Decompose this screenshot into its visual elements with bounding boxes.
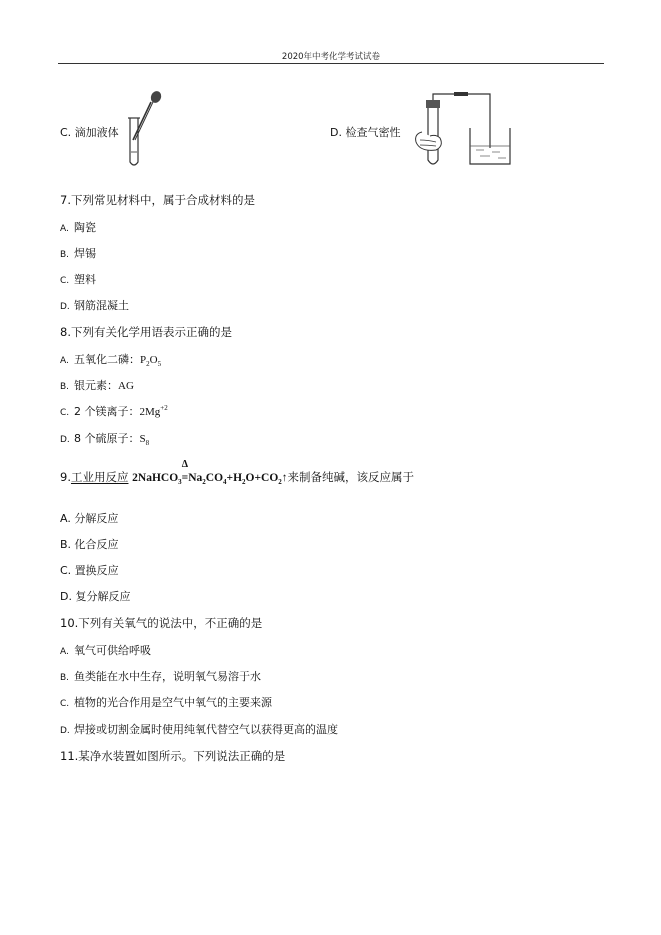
figure-d-letter: D. — [330, 126, 342, 139]
q10-option-b — [60, 668, 261, 684]
option-text: 鱼类能在水中生存，说明氧气易溶于水 — [74, 670, 261, 683]
option-letter: C. — [60, 699, 70, 709]
heat-sign: Δ = — [181, 459, 189, 484]
q8-option-c — [60, 403, 168, 419]
q7-option-d — [60, 297, 129, 313]
formula: AG — [118, 380, 134, 392]
gas-arrow: ↑ — [281, 472, 288, 484]
q8-stem: 8.下列有关化学用语表示正确的是 — [60, 325, 232, 339]
q9-option-a — [60, 510, 118, 526]
option-text: 复分解反应 — [75, 590, 131, 603]
q10-option-c — [60, 694, 272, 710]
option-text: 银元素： — [74, 379, 118, 392]
option-text: 植物的光合作用是空气中氧气的主要来源 — [74, 696, 272, 709]
chemical-equation: 2NaHCO$_3$ Δ $=Na_2CO_4+H_2O+CO_2↑$ — [132, 459, 288, 486]
option-letter: A. — [60, 647, 69, 657]
figure-c-caption — [60, 124, 119, 140]
figure-d-caption — [330, 124, 400, 140]
option-letter: C. — [60, 564, 72, 577]
q10-option-a — [60, 642, 151, 658]
option-letter: C. — [60, 276, 70, 286]
option-letter: C. — [60, 408, 70, 418]
figure-c-letter: C. — [60, 126, 72, 139]
option-letter: B. — [60, 250, 70, 260]
figure-d-text: 检查气密性 — [345, 126, 401, 139]
option-letter: D. — [60, 590, 72, 603]
option-text: 置换反应 — [74, 564, 119, 577]
q11-stem: 11.某净水装置如图所示。下列说法正确的是 — [60, 749, 286, 763]
q9-stem — [60, 459, 415, 486]
option-text: 钢筋混凝土 — [74, 299, 129, 312]
q7-option-b — [60, 245, 96, 261]
option-text: 化合反应 — [74, 538, 119, 551]
option-text: 分解反应 — [74, 512, 119, 525]
option-letter: B. — [60, 538, 72, 551]
option-text: 陶瓷 — [74, 221, 96, 234]
q8-option-b — [60, 377, 134, 393]
option-letter: B. — [60, 673, 70, 683]
airtightness-illustration — [410, 84, 520, 172]
q9-option-d — [60, 588, 130, 604]
option-letter: A. — [60, 224, 69, 234]
q9-underlined: 工业用反应 — [70, 470, 129, 484]
q7-option-c — [60, 271, 96, 287]
option-text: 氧气可供给呼吸 — [74, 644, 151, 657]
dropper-illustration — [118, 88, 168, 172]
q8-option-d — [60, 430, 149, 447]
q7-stem: 7.下列常见材料中，属于合成材料的是 — [60, 193, 255, 207]
option-letter: A. — [60, 356, 69, 366]
formula: $2Mg^{+2}$ — [139, 404, 168, 418]
q10-stem: 10.下列有关氧气的说法中，不正确的是 — [60, 616, 263, 630]
figure-c-text: 滴加液体 — [74, 126, 119, 139]
option-text: 焊接或切割金属时使用纯氧代替空气以获得更高的温度 — [74, 723, 338, 736]
q10-option-d — [60, 721, 338, 737]
option-text: 8 个硫原子： — [74, 432, 140, 445]
q9-option-b — [60, 536, 119, 552]
header-rule — [58, 63, 604, 64]
option-text: 焊锡 — [74, 247, 96, 260]
q9-option-c — [60, 562, 119, 578]
q9-prefix: 9. — [60, 470, 71, 484]
page-header: 2020年中考化学考试试卷 — [281, 52, 381, 62]
option-text: 2 个镁离子： — [74, 405, 140, 418]
option-letter: B. — [60, 382, 70, 392]
option-text: 塑料 — [74, 273, 96, 286]
formula: $S_8$ — [139, 433, 150, 447]
option-text: 五氧化二磷： — [74, 353, 140, 366]
q9-suffix: 来制备纯碱，该反应属于 — [287, 470, 415, 484]
option-letter: D. — [60, 726, 70, 736]
q8-option-a — [60, 351, 161, 368]
q7-option-a — [60, 219, 96, 235]
option-letter: D. — [60, 435, 70, 445]
option-letter: D. — [60, 302, 70, 312]
option-letter: A. — [60, 512, 71, 525]
formula: $P_2O_5$ — [140, 354, 162, 368]
